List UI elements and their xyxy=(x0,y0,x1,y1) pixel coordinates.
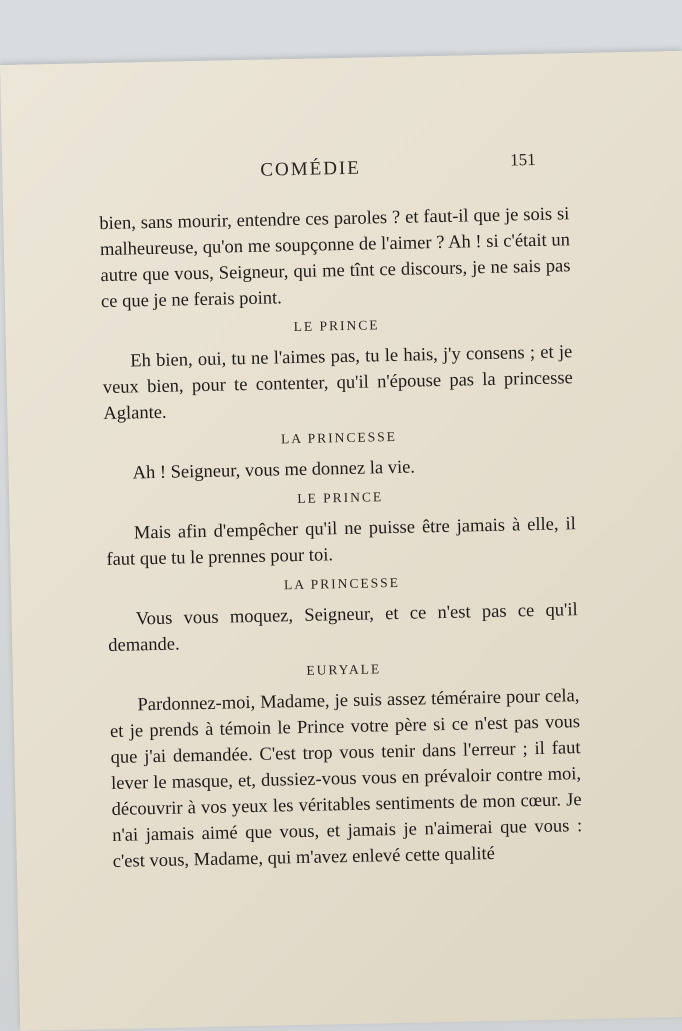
speaker-name: LE PRINCE xyxy=(293,317,380,335)
dialogue-paragraph: Eh bien, oui, tu ne l'aimes pas, tu le hais, j'y consens ; et je veux bien, pour te contenter, qu'il n'épouse pas la princesse Aglante. xyxy=(102,342,573,425)
running-title: COMÉDIE xyxy=(260,157,362,181)
dialogue-paragraph: Vous vous moquez, Seigneur, et ce n'est pas ce qu'il demande. xyxy=(108,600,578,657)
dialogue-paragraph: Ah ! Seigneur, vous me donnez la vie. xyxy=(132,457,416,484)
speaker-name: LA PRINCESSE xyxy=(280,428,398,447)
speaker-name: LA PRINCESSE xyxy=(283,574,401,593)
dialogue-text xyxy=(99,201,583,875)
dialogue-paragraph: bien, sans mourir, entendre ces paroles ? et faut-il que je sois si malheureuse, qu'on me soupçonne de l'aimer ? Ah ! si c'était un autre que vous, Seigneur, qui me tînt ce discours, je ne sais pas ce que je ne ferais point. xyxy=(99,204,571,313)
dialogue-paragraph: Mais afin d'empêcher qu'il ne puisse être jamais à elle, il faut que tu le prennes pour toi. xyxy=(106,514,577,571)
speaker-name: EURYALE xyxy=(306,661,382,678)
page-number: 151 xyxy=(509,149,536,170)
speaker-name: LE PRINCE xyxy=(297,489,384,507)
dialogue-paragraph: Pardonnez-moi, Madame, je suis assez téméraire pour cela, et je prends à témoin le Prince votre père si ce n'est pas vous que j'ai demandée. C'est trop vous tenir dans l'erreur ; il faut lever le masque, et, dussiez-vous vous en prévaloir contre moi, découvrir à vos yeux les véritables sentiments de mon cœur. Je n'ai jamais aimé que vous, et jamais je n'aimerai que vous : c'est vous, Madame, qui m'avez enlevé cette qualité xyxy=(109,686,583,872)
page-header xyxy=(2,151,682,195)
book-page xyxy=(0,51,682,1031)
